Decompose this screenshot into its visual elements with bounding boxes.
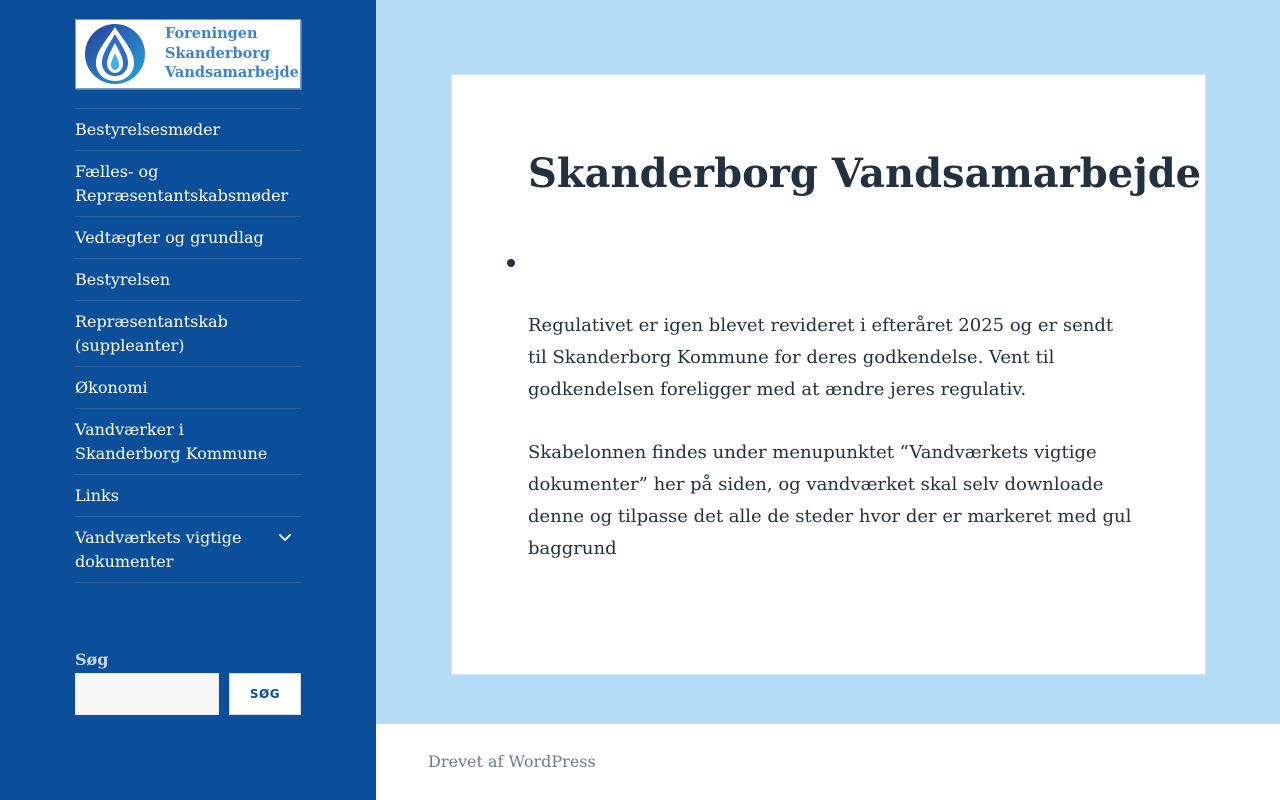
nav-item-vedtaegter[interactable] [75, 217, 301, 259]
nav-item-label: Bestyrelsen [75, 270, 171, 289]
nav-item-vigtige-dokumenter[interactable] [75, 517, 301, 583]
chevron-down-icon[interactable] [273, 525, 297, 549]
nav-item-label: Repræsentantskab (suppleanter) [75, 312, 228, 355]
nav-item-label: Bestyrelsesmøder [75, 120, 221, 139]
post-paragraph: Skabelonnen findes under menupunktet “Vandværkets vigtige dokumenter” her på siden, og vandværket skal selv downloade denne og tilpasse det alle de steder hvor der er markeret med gul baggrund [528, 442, 1132, 559]
post-paragraph: Regulativet er igen blevet revideret i efteråret 2025 og er sendt til Skanderborg Kommune for deres godkendelse. Vent til godkendelsen foreligger med at ændre jeres regulativ. [528, 315, 1114, 400]
main-navigation [75, 108, 301, 583]
post-card [451, 74, 1206, 675]
post-title: Skanderborg Vandsamarbejde [528, 150, 1202, 197]
nav-item-faelles-moder[interactable] [75, 151, 301, 217]
search-button[interactable]: SØG [229, 673, 301, 715]
nav-item-label: Økonomi [75, 378, 148, 397]
search-label: Søg [75, 650, 109, 669]
logo-text [165, 24, 299, 83]
search-input[interactable] [75, 673, 219, 715]
nav-item-label: Vandværkets vigtige dokumenter [75, 528, 242, 571]
site-footer [376, 724, 1280, 800]
site-logo[interactable] [75, 19, 301, 89]
water-drop-logo-icon [84, 23, 148, 85]
nav-item-okonomi[interactable] [75, 367, 301, 409]
wordpress-credit-link[interactable]: Drevet af WordPress [428, 752, 596, 771]
list-bullet [507, 259, 515, 267]
nav-item-bestyrelsen[interactable] [75, 259, 301, 301]
nav-item-label: Vedtægter og grundlag [75, 228, 264, 247]
nav-item-label: Fælles- og Repræsentantskabsmøder [75, 162, 289, 205]
nav-item-links[interactable] [75, 475, 301, 517]
nav-item-repraesentantskab[interactable] [75, 301, 301, 367]
nav-item-vandvaerker[interactable] [75, 409, 301, 475]
logo-line: Foreningen [165, 25, 258, 42]
sidebar [0, 0, 376, 800]
logo-line: Skanderborg [165, 44, 271, 62]
nav-item-label: Links [75, 486, 119, 505]
nav-item-bestyrelsesmoder[interactable] [75, 109, 301, 151]
nav-item-label: Vandværker i Skanderborg Kommune [75, 420, 268, 463]
logo-line: Vandsamarbejde [165, 64, 299, 81]
